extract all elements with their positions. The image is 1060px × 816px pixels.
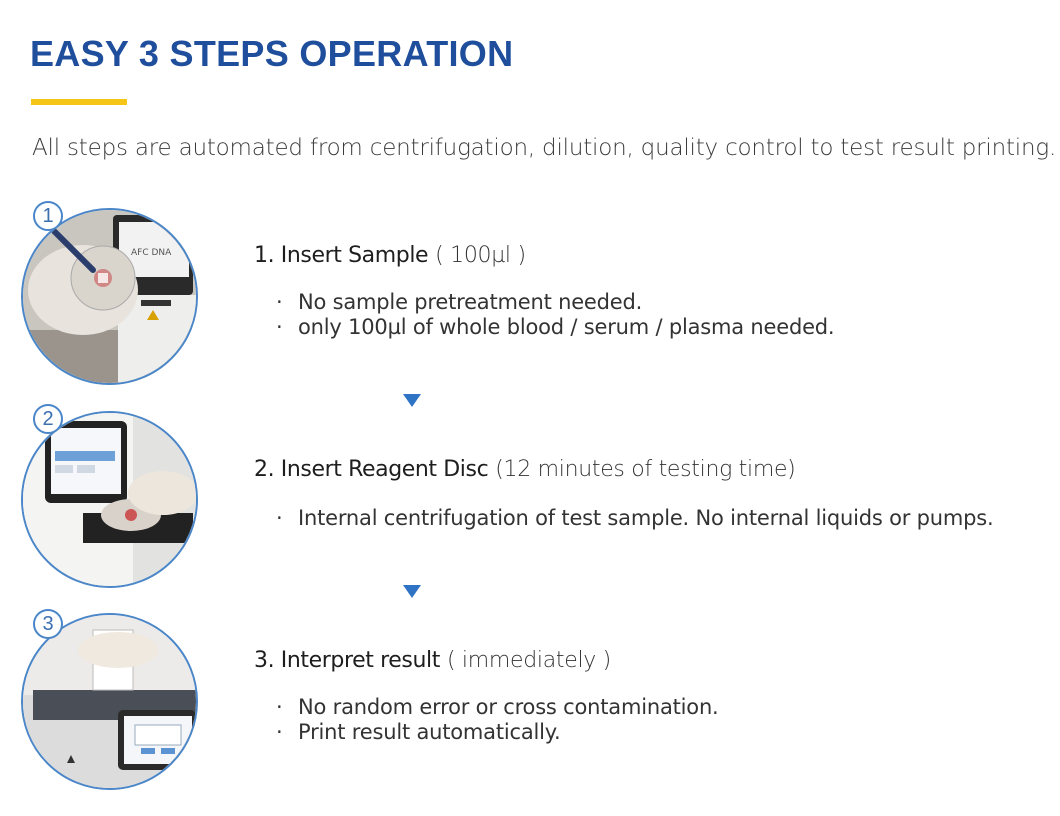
- step-2-heading: [254, 457, 795, 482]
- title-underline: [31, 99, 127, 105]
- step-1-heading: [254, 243, 526, 268]
- list-item: · only 100µl of whole blood / serum / plasma needed.: [276, 315, 835, 339]
- page-title: EASY 3 STEPS OPERATION: [30, 33, 514, 74]
- step-3-note: ( immediately ): [446, 648, 611, 673]
- step-1-title: 1. Insert Sample: [254, 243, 429, 268]
- svg-text:AFC DNA: AFC DNA: [131, 248, 172, 258]
- step-1-note: ( 100µl ): [435, 243, 526, 268]
- step-1-number-badge: 1: [33, 201, 63, 231]
- step-2-photo: [21, 411, 198, 588]
- step-2-title: 2. Insert Reagent Disc: [254, 457, 489, 482]
- list-item: · Print result automatically.: [276, 720, 561, 744]
- down-arrow-icon: [403, 585, 421, 598]
- down-arrow-icon: [403, 394, 421, 407]
- step-3-title: 3. Interpret result: [254, 648, 440, 673]
- step-3-photo: [21, 613, 198, 790]
- step-1-photo: [21, 208, 198, 385]
- intro-text: All steps are automated from centrifugation, dilution, quality control to test result printing.: [32, 135, 1057, 161]
- list-item: · No sample pretreatment needed.: [276, 290, 643, 314]
- step-3-number-badge: 3: [33, 609, 63, 639]
- list-item: · No random error or cross contamination.: [276, 695, 719, 719]
- step-1-bullets: [276, 290, 834, 340]
- step-3-bullets: [276, 695, 719, 745]
- step-2-bullets: [276, 506, 993, 531]
- list-item: · Internal centrifugation of test sample. No internal liquids or pumps.: [276, 506, 994, 530]
- step-3-heading: [254, 648, 611, 673]
- step-2-note: (12 minutes of testing time): [495, 457, 796, 482]
- step-2-number-badge: 2: [33, 404, 63, 434]
